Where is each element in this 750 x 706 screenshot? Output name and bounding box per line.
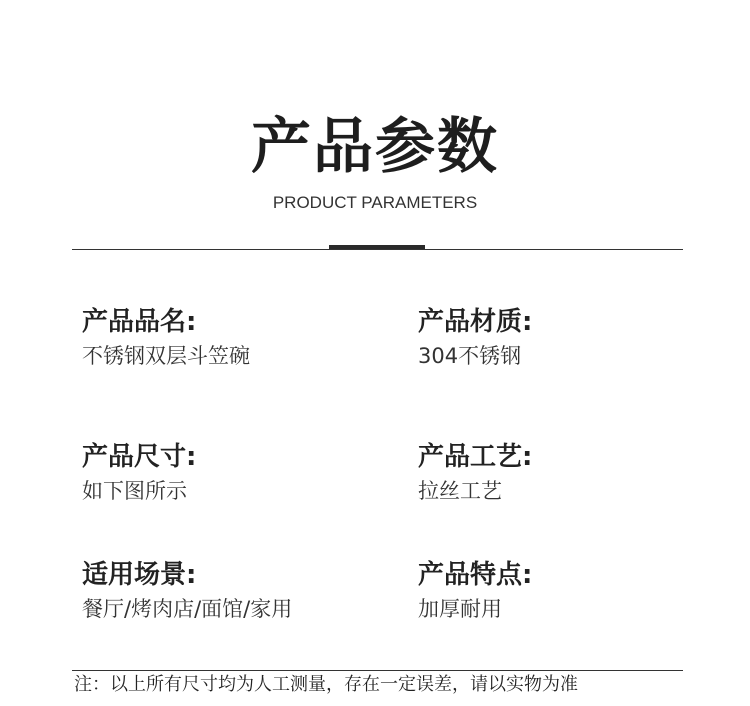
- param-features: [418, 558, 708, 624]
- param-craft: [418, 440, 708, 506]
- param-label: 产品材质:: [418, 307, 533, 337]
- param-value: 304不锈钢: [418, 344, 522, 368]
- param-value: 拉丝工艺: [418, 479, 502, 503]
- param-size: [82, 440, 372, 506]
- page-title: 产品参数: [251, 112, 499, 182]
- param-value: 不锈钢双层斗笠碗: [82, 344, 250, 368]
- header-accent-bar: [329, 245, 425, 249]
- param-label: 产品特点:: [418, 560, 533, 590]
- param-usage-scenario: [82, 558, 372, 624]
- param-value: 如下图所示: [82, 479, 187, 503]
- param-label: 产品品名:: [82, 307, 197, 337]
- param-product-name: [82, 305, 372, 371]
- page-subtitle: PRODUCT PARAMETERS: [272, 193, 478, 212]
- footer-divider: [72, 670, 683, 671]
- footer-note: 注：以上所有尺寸均为人工测量，存在一定误差，请以实物为准: [74, 674, 578, 695]
- param-value: 餐厅/烤肉店/面馆/家用: [82, 597, 293, 621]
- header-divider: [72, 249, 683, 250]
- param-label: 产品尺寸:: [82, 442, 197, 472]
- param-label: 产品工艺:: [418, 442, 533, 472]
- param-label: 适用场景:: [82, 560, 197, 590]
- param-material: [418, 305, 708, 371]
- param-value: 加厚耐用: [418, 597, 502, 621]
